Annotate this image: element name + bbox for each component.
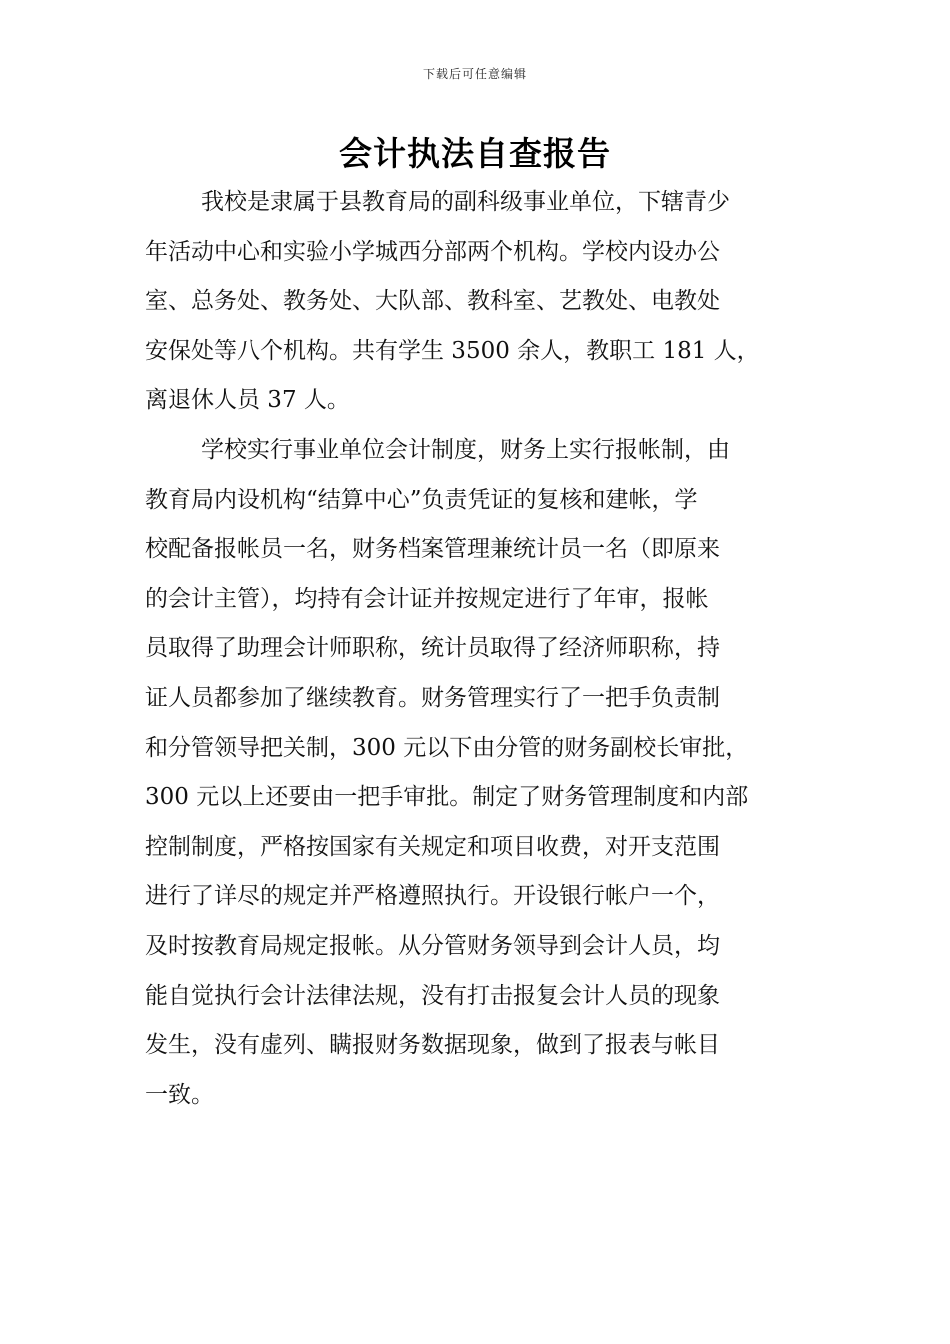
paragraph-line: 发生，没有虚列、瞒报财务数据现象，做到了报表与帐目 (145, 1032, 720, 1059)
paragraph-line: 及时按教育局规定报帐。从分管财务领导到会计人员，均 (145, 932, 720, 959)
paragraph-line: 控制制度，严格按国家有关规定和项目收费，对开支范围 (145, 833, 720, 860)
paragraph-line: 的会计主管），均持有会计证并按规定进行了年审，报帐 (145, 585, 709, 612)
paragraph-line: 校配备报帐员一名，财务档案管理兼统计员一名（即原来 (145, 536, 720, 563)
page-header-note: 下载后可任意编辑 (422, 67, 527, 81)
paragraph-line: 和分管领导把关制，300 元以下由分管的财务副校长审批， (145, 734, 749, 761)
paragraph-line: 我校是隶属于县教育局的副科级事业单位，下辖青少 (201, 189, 730, 215)
document-title: 会计执法自查报告 (339, 134, 611, 173)
paragraph-line: 学校实行事业单位会计制度，财务上实行报帐制，由 (201, 436, 730, 463)
paragraph-line: 证人员都参加了继续教育。财务管理实行了一把手负责制 (145, 684, 720, 711)
paragraph-2 (145, 426, 810, 1120)
paragraph-line: 离退休人员 37 人。 (145, 387, 350, 414)
paragraph-1 (145, 178, 810, 426)
paragraph-line: 一致。 (145, 1081, 214, 1108)
paragraph-line: 300 元以上还要由一把手审批。制定了财务管理制度和内部 (145, 784, 749, 811)
paragraph-line: 员取得了助理会计师职称，统计员取得了经济师职称，持 (145, 635, 720, 662)
paragraph-line: 教育局内设机构“结算中心”负责凭证的复核和建帐，学 (145, 486, 698, 513)
paragraph-line: 年活动中心和实验小学城西分部两个机构。学校内设办公 (145, 238, 720, 265)
paragraph-line: 安保处等八个机构。共有学生 3500 余人，教职工 181 人， (145, 337, 760, 364)
document-body (145, 178, 810, 1120)
paragraph-line: 能自觉执行会计法律法规，没有打击报复会计人员的现象 (145, 982, 720, 1009)
paragraph-line: 进行了详尽的规定并严格遵照执行。开设银行帐户一个， (145, 883, 720, 910)
paragraph-line: 室、总务处、教务处、大队部、教科室、艺教处、电教处 (145, 288, 720, 315)
